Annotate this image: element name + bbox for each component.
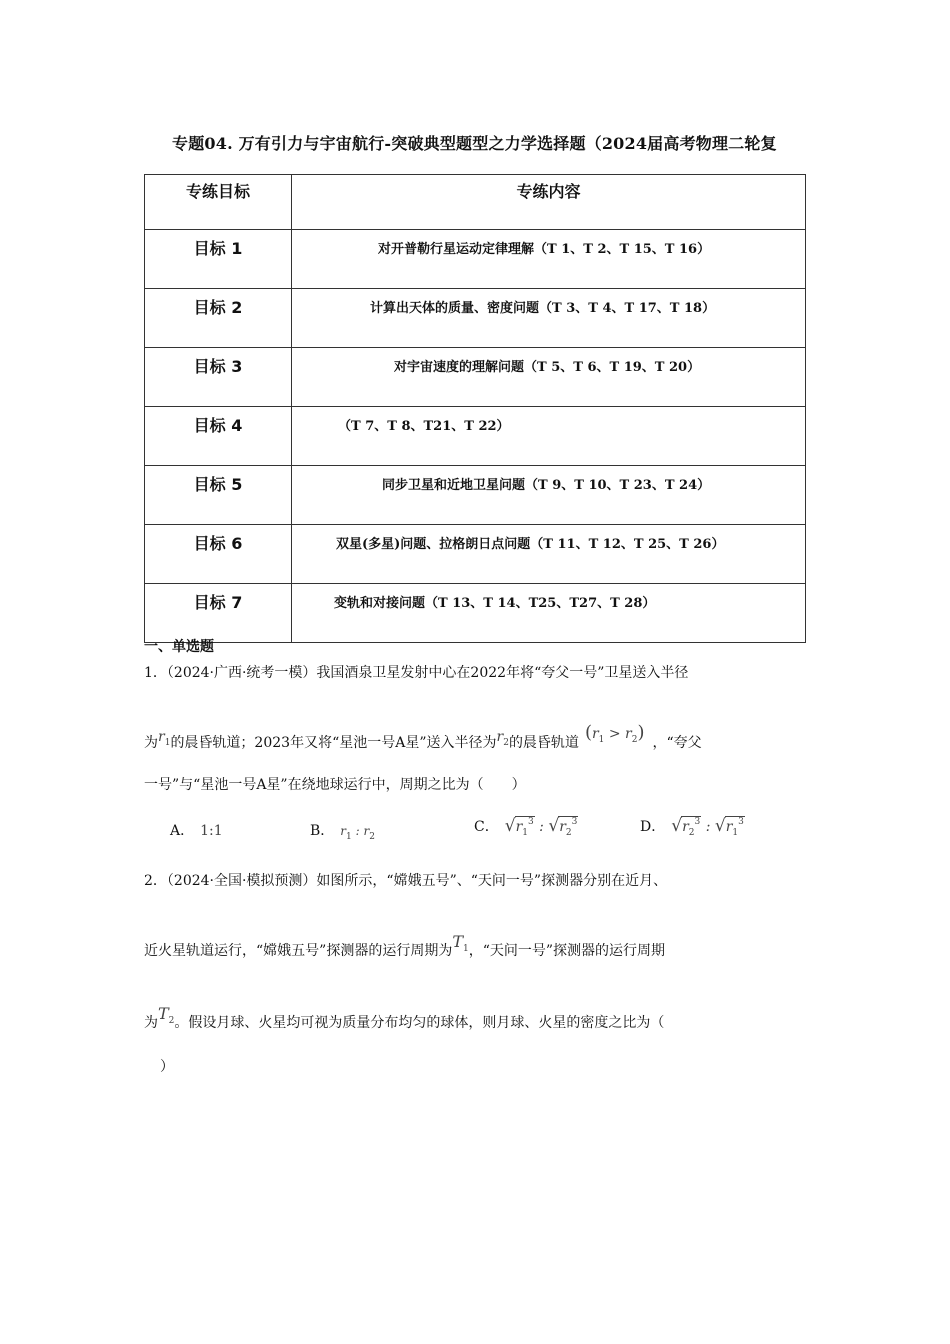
option-c[interactable] bbox=[474, 816, 578, 838]
q2-text: 为 bbox=[144, 1015, 158, 1031]
content-cell: 变轨和对接问题（T 13、T 14、T25、T27、T 28） bbox=[292, 584, 806, 643]
header-goal: 专练目标 bbox=[145, 175, 292, 230]
option-a-label: A． bbox=[170, 823, 195, 839]
q1-line3: 一号”与“星池一号A星”在绕地球运行中，周期之比为（ ） bbox=[144, 777, 526, 793]
section-heading: 一、单选题 bbox=[144, 639, 214, 655]
goal-cell: 目标 2 bbox=[145, 289, 292, 348]
content-cell: 对开普勒行星运动定律理解（T 1、T 2、T 15、T 16） bbox=[292, 230, 806, 289]
q1-text: 的晨昏轨道；2023年又将“星池一号A星”送入半径为 bbox=[170, 735, 497, 751]
r2-symbol: $r_2$ bbox=[496, 729, 509, 748]
content-cell: 同步卫星和近地卫星问题（T 9、T 10、T 23、T 24） bbox=[292, 466, 806, 525]
t1-symbol: $T_1$ bbox=[452, 932, 469, 954]
goal-cell: 目标 1 bbox=[145, 230, 292, 289]
option-b-label: B． bbox=[310, 823, 335, 839]
option-b-value: $r_1$ : $r_2$ bbox=[340, 824, 375, 842]
table-row bbox=[145, 525, 806, 584]
table-row bbox=[145, 407, 806, 466]
option-a-value: 1:1 bbox=[200, 823, 223, 839]
q2-text: 近火星轨道运行，“嫦娥五号”探测器的运行周期为 bbox=[144, 943, 453, 959]
option-c-value: $√r_1^3$ : $√r_2^3$ bbox=[504, 816, 578, 838]
content-cell: 双星(多星)问题、拉格朗日点问题（T 11、T 12、T 25、T 26） bbox=[292, 525, 806, 584]
table-row bbox=[145, 584, 806, 643]
document-title: 专题04. 万有引力与宇宙航行-突破典型题型之力学选择题（2024届高考物理二轮复 bbox=[172, 134, 777, 153]
q1-line1: 1．（2024·广西·统考一模）我国酒泉卫星发射中心在2022年将“夸父一号”卫星送入半径 bbox=[144, 665, 689, 681]
table-header-row bbox=[145, 175, 806, 230]
table-row bbox=[145, 289, 806, 348]
option-d[interactable] bbox=[640, 816, 745, 838]
q2-line3 bbox=[144, 1004, 806, 1032]
goal-cell: 目标 4 bbox=[145, 407, 292, 466]
q2-text: 。假设月球、火星均可视为质量分布均匀的球体，则月球、火星的密度之比为（ bbox=[174, 1015, 665, 1031]
goal-cell: 目标 7 bbox=[145, 584, 292, 643]
q2-line2 bbox=[144, 932, 806, 960]
content-cell: 对宇宙速度的理解问题（T 5、T 6、T 19、T 20） bbox=[292, 348, 806, 407]
content-cell: 计算出天体的质量、密度问题（T 3、T 4、T 17、T 18） bbox=[292, 289, 806, 348]
table-row bbox=[145, 230, 806, 289]
goal-cell: 目标 5 bbox=[145, 466, 292, 525]
option-d-label: D． bbox=[640, 819, 666, 835]
q1-text: 为 bbox=[144, 735, 158, 751]
q1-text: 的晨昏轨道 bbox=[508, 735, 579, 751]
r1-symbol: $r_1$ bbox=[158, 729, 171, 748]
table-row bbox=[145, 466, 806, 525]
option-c-label: C． bbox=[474, 819, 499, 835]
goal-cell: 目标 6 bbox=[145, 525, 292, 584]
goal-cell: 目标 3 bbox=[145, 348, 292, 407]
option-d-value: $√r_2^3$ : $√r_1^3$ bbox=[671, 816, 744, 838]
option-b[interactable] bbox=[310, 820, 375, 842]
option-a[interactable] bbox=[170, 820, 223, 840]
q1-line2 bbox=[144, 722, 806, 752]
table-row bbox=[145, 348, 806, 407]
q2-line1: 2．（2024·全国·模拟预测）如图所示，“嫦娥五号”、“天问一号”探测器分别在近月、 bbox=[144, 873, 668, 889]
t2-symbol: $T_2$ bbox=[158, 1004, 175, 1026]
goals-table bbox=[144, 174, 806, 643]
condition-formula: $(r_1 > r_2)$ bbox=[584, 722, 645, 745]
header-content: 专练内容 bbox=[292, 175, 806, 230]
content-cell: （T 7、T 8、T21、T 22） bbox=[292, 407, 806, 466]
q2-line4: ） bbox=[160, 1059, 174, 1075]
q2-text: ，“天问一号”探测器的运行周期 bbox=[468, 943, 666, 959]
q1-text: ，“夸父 bbox=[652, 735, 702, 751]
